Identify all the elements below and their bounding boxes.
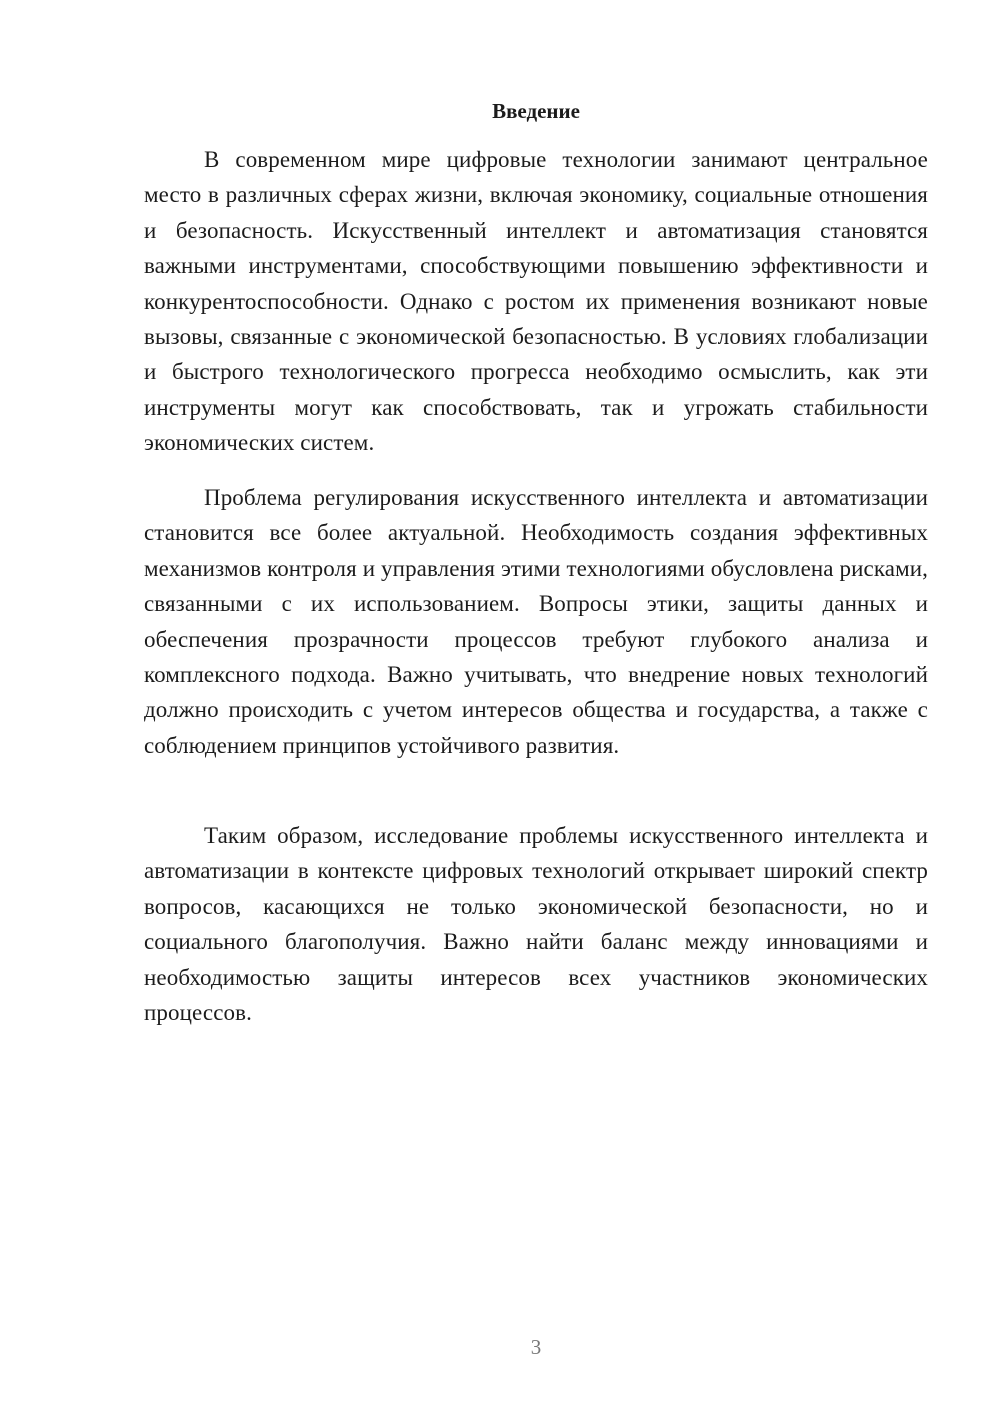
paragraph-1: В современном мире цифровые технологии занимают центральное место в различных сферах жизни, включая экономику, социальные отношения и безопасность. Искусственный интеллект и автоматизация становятся важными инструментами, способствующими повышению эффективности и конкурентоспособности. Однако с ростом их применения возникают новые вызовы, связанные с экономической безопасностью. В условиях глобализации и быстрого технологического прогресса необходимо осмыслить, как эти инструменты могут как способствовать, так и угрожать стабильности экономических систем. bbox=[144, 147, 928, 456]
page-number: 3 bbox=[530, 1335, 542, 1359]
paragraph-2: Проблема регулирования искусственного интеллекта и автоматизации становится все более актуальной. Необходимость создания эффективных механизмов контроля и управления этими технологиями обусловлена рисками, связанными с их использованием. Вопросы этики, защиты данных и обеспечения прозрачности процессов требуют глубокого анализа и комплексного подхода. Важно учитывать, что внедрение новых технологий должно происходить с учетом интересов общества и государства, а также с соблюдением принципов устойчивого развития. bbox=[144, 485, 928, 758]
section-heading: Введение bbox=[492, 99, 580, 123]
paragraph-3: Таким образом, исследование проблемы искусственного интеллекта и автоматизации в контексте цифровых технологий открывает широкий спектр вопросов, касающихся не только экономической безопасности, но и социального благополучия. Важно найти баланс между инновациями и необходимостью защиты интересов всех участников экономических процессов. bbox=[144, 823, 928, 1026]
